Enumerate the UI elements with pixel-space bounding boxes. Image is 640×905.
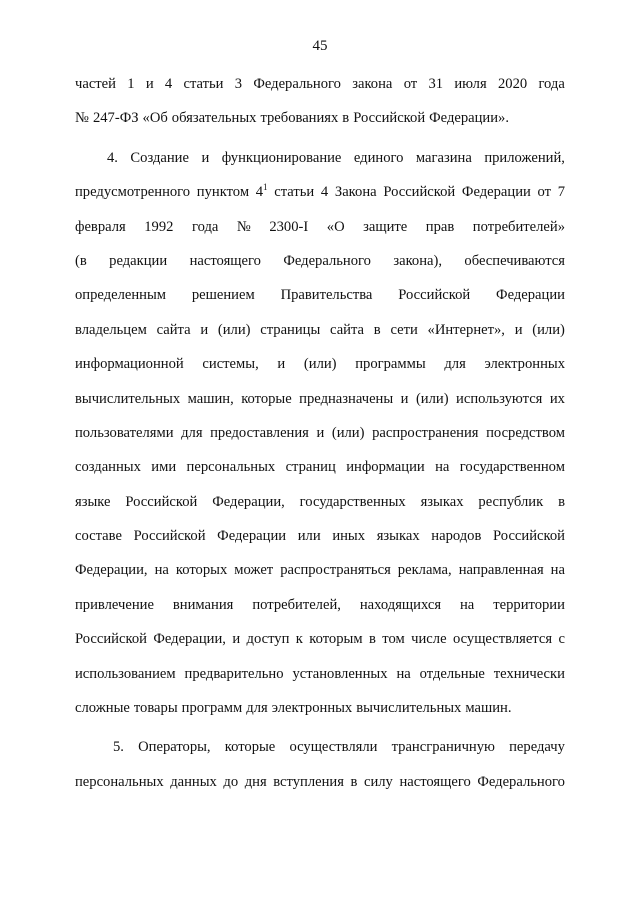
word: в	[342, 110, 350, 127]
word: прав	[425, 218, 455, 235]
word: республик	[478, 493, 544, 510]
word: №	[75, 110, 89, 127]
word: Российской	[353, 110, 426, 127]
word: языках	[376, 528, 420, 545]
word: 4	[320, 184, 329, 201]
word: (в	[75, 252, 87, 269]
word: государственном	[459, 459, 565, 476]
word: Российской	[125, 493, 198, 510]
word: направленная	[458, 562, 544, 579]
word: Российской	[398, 287, 471, 304]
word: обеспечиваются	[464, 252, 565, 269]
word: языках	[420, 493, 464, 510]
word: 7	[557, 184, 565, 201]
word: территории	[493, 596, 565, 613]
word: находящихся	[359, 596, 442, 613]
word: вступления	[273, 773, 344, 790]
text-line	[75, 252, 565, 286]
word: предоставления	[210, 424, 309, 441]
word: и	[200, 321, 209, 338]
word: на	[550, 562, 565, 579]
word: машин,	[187, 390, 234, 407]
word: государственных	[299, 493, 406, 510]
word: Федерации,	[212, 493, 285, 510]
word: функционирование	[221, 149, 342, 166]
word: созданных	[75, 459, 141, 476]
word: предварительно	[184, 665, 284, 682]
word: к	[295, 631, 303, 648]
word: сайта	[330, 321, 365, 338]
text-line	[75, 458, 565, 492]
text-line	[75, 738, 565, 772]
word: на	[396, 665, 411, 682]
word: приложений,	[484, 149, 565, 166]
word: (или)	[331, 424, 365, 441]
text-line	[75, 75, 565, 109]
paragraph-item-5	[75, 738, 565, 807]
word: статьи	[183, 76, 224, 92]
word: внимания	[172, 596, 234, 613]
word: от	[403, 76, 418, 92]
word: Создание	[130, 149, 189, 166]
word: на	[435, 459, 450, 476]
text-line	[75, 561, 565, 595]
word: дня	[244, 773, 267, 790]
word: которых	[175, 562, 228, 579]
word: требованиях	[260, 110, 339, 127]
word: для	[444, 356, 466, 373]
word: или	[297, 528, 321, 545]
word: Федерации,	[153, 631, 226, 648]
word: может	[234, 562, 274, 579]
word: (или)	[303, 356, 337, 373]
word: 2300-I	[269, 218, 309, 235]
word: Федерального	[283, 252, 371, 269]
word: потребителей,	[252, 596, 341, 613]
word: (или)	[532, 321, 565, 338]
word: Федерации».	[429, 110, 509, 127]
word: Федерации	[217, 528, 287, 545]
word: для	[246, 700, 268, 717]
word: Российской	[75, 631, 147, 648]
word: с	[558, 631, 565, 648]
word: частей	[75, 76, 116, 92]
word: пользователями	[75, 424, 174, 441]
text-line	[75, 493, 565, 527]
word: 247-ФЗ	[92, 110, 139, 127]
word: Правительства	[280, 287, 373, 304]
word: (или)	[415, 390, 449, 407]
word: 4	[164, 76, 173, 92]
word: привлечение	[75, 596, 154, 613]
word: страницы	[260, 321, 321, 338]
word: магазина	[415, 149, 472, 166]
word: электронных	[271, 700, 353, 717]
paragraph-item-4	[75, 149, 565, 734]
word: «Интернет»,	[427, 321, 505, 338]
word: электронных	[484, 356, 565, 373]
document-body	[75, 75, 565, 807]
word: обязательных	[171, 110, 257, 127]
word: и	[201, 149, 210, 166]
word: Федерального	[253, 76, 341, 92]
word: «О	[326, 218, 345, 235]
word: трансграничную	[391, 739, 495, 756]
word: сложные	[75, 700, 130, 717]
word: программы	[355, 356, 426, 373]
word: предназначены	[299, 390, 394, 407]
word: предусмотренного	[75, 184, 191, 201]
word: сети	[390, 321, 418, 338]
word: осуществляется	[452, 631, 553, 648]
text-line	[75, 109, 565, 143]
word: Российской	[383, 184, 456, 201]
word: единого	[353, 149, 404, 166]
word: использованием	[75, 665, 176, 682]
word: персональных	[186, 459, 276, 476]
word: «Об	[142, 110, 168, 127]
word: потребителей»	[472, 218, 565, 235]
word: до	[223, 773, 239, 790]
word: года	[538, 76, 565, 92]
word: закона),	[393, 252, 443, 269]
word: №	[236, 218, 251, 235]
word: сайта	[156, 321, 191, 338]
word: Операторы,	[138, 739, 211, 756]
word: составе	[75, 528, 122, 545]
word: установленных	[292, 665, 388, 682]
word: 31	[428, 76, 444, 92]
word: которые	[241, 390, 292, 407]
word: определенным	[75, 287, 167, 304]
word: в	[368, 631, 376, 648]
word: иных	[332, 528, 366, 545]
word: Закона	[334, 184, 377, 201]
word: года	[191, 218, 219, 235]
word: том	[382, 631, 405, 648]
word: технически	[493, 665, 565, 682]
word: в	[373, 321, 381, 338]
text-line	[75, 286, 565, 320]
word: редакции	[109, 252, 168, 269]
word: и	[316, 424, 325, 441]
word: (или)	[217, 321, 251, 338]
word: Федерации,	[75, 562, 148, 579]
word: Российской	[493, 528, 565, 545]
word: народов	[431, 528, 482, 545]
word: 3	[234, 76, 243, 92]
text-line	[75, 355, 565, 389]
word: передачу	[509, 739, 565, 756]
word: товары	[133, 700, 178, 717]
text-line	[75, 149, 565, 183]
word: числе	[411, 631, 447, 648]
word: июля	[454, 76, 487, 92]
word: пунктом	[196, 184, 250, 201]
word: распространяться	[280, 562, 391, 579]
text-line	[75, 527, 565, 561]
word: закона	[352, 76, 393, 92]
word: настоящего	[399, 773, 471, 790]
word: персональных	[75, 773, 164, 790]
word: 2020	[497, 76, 528, 92]
word: Федерации	[496, 287, 565, 304]
text-line	[75, 773, 565, 807]
word: в	[350, 773, 358, 790]
word: их	[549, 390, 565, 407]
word: используются	[456, 390, 543, 407]
word: защите	[363, 218, 408, 235]
word: машин.	[465, 700, 512, 717]
word: информации	[346, 459, 425, 476]
word: и	[277, 356, 286, 373]
word: вычислительных	[75, 390, 181, 407]
text-line	[75, 183, 565, 217]
word: $4^1$	[255, 182, 268, 201]
word: владельцем	[75, 321, 147, 338]
word: информационной	[75, 356, 184, 373]
word: Федерального	[477, 773, 565, 790]
word: и	[514, 321, 523, 338]
word: 4.	[107, 149, 118, 166]
word: 5.	[113, 739, 124, 756]
word: ими	[151, 459, 177, 476]
paragraph-continuation	[75, 75, 565, 144]
text-line	[75, 390, 565, 424]
text-line	[75, 596, 565, 630]
word: данных	[170, 773, 217, 790]
word: от	[537, 184, 552, 201]
word: программ	[181, 700, 243, 717]
text-line	[75, 321, 565, 355]
word: распространения	[372, 424, 479, 441]
word: системы,	[202, 356, 259, 373]
word: силу	[363, 773, 393, 790]
word: в	[558, 493, 565, 510]
word: 1992	[144, 218, 174, 235]
word: отдельные	[419, 665, 485, 682]
word: Федерации	[461, 184, 531, 201]
word: посредством	[486, 424, 565, 441]
word: 1	[127, 76, 135, 92]
word: и	[232, 631, 241, 648]
text-line	[75, 699, 565, 733]
word: которым	[309, 631, 363, 648]
word: страниц	[285, 459, 336, 476]
word: на	[154, 562, 169, 579]
text-line	[75, 665, 565, 699]
word: статьи	[274, 184, 315, 201]
word: языке	[75, 493, 111, 510]
word: и	[400, 390, 409, 407]
word: решением	[191, 287, 255, 304]
text-line	[75, 630, 565, 664]
word: вычислительных	[356, 700, 462, 717]
word: Российской	[133, 528, 206, 545]
word: для	[181, 424, 203, 441]
word: и	[145, 76, 154, 92]
word: на	[460, 596, 475, 613]
word: реклама,	[397, 562, 452, 579]
word: доступ	[246, 631, 290, 648]
word: настоящего	[189, 252, 261, 269]
page-number: 45	[312, 38, 328, 54]
word: февраля	[75, 218, 126, 235]
text-line	[75, 424, 565, 458]
word: осуществляли	[289, 739, 378, 756]
word: которые	[224, 739, 276, 756]
text-line	[75, 218, 565, 252]
